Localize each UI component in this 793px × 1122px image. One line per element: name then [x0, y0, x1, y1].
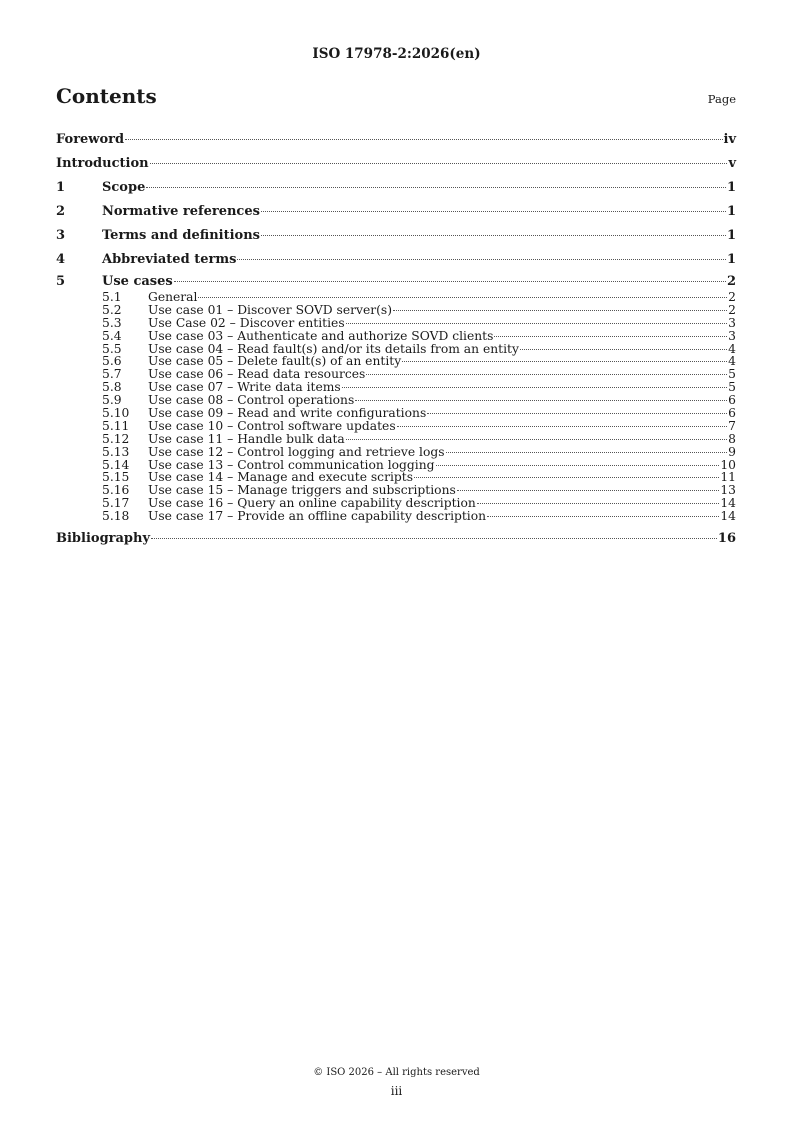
dot-leader	[436, 465, 720, 466]
toc-subentry-page: 7	[728, 418, 736, 433]
toc-subentry[interactable]	[56, 317, 736, 330]
contents-title: Contents	[56, 84, 157, 108]
toc-entry-foreword[interactable]	[56, 128, 736, 152]
toc-subentry[interactable]	[56, 446, 736, 459]
toc-subentry-page: 5	[728, 367, 736, 382]
toc-subentry[interactable]	[56, 330, 736, 343]
toc-subentry-page: 9	[728, 444, 736, 459]
toc-subentry-title: Use case 13 – Control communication logging	[148, 457, 435, 472]
toc-entry-page: 1	[726, 252, 736, 267]
toc-subentry-number: 5.13	[102, 444, 130, 459]
toc-subentry-number: 5.10	[102, 406, 130, 421]
toc-subentry[interactable]	[56, 510, 736, 523]
toc-subentry-title: Use case 12 – Control logging and retrieve logs	[148, 444, 445, 459]
dot-leader	[355, 400, 727, 401]
toc-entry-title: Terms and definitions	[102, 228, 260, 243]
toc-subentry-number: 5.9	[102, 393, 122, 408]
toc-subentry-number: 5.5	[102, 341, 122, 356]
toc-subentry-title: Use case 14 – Manage and execute scripts	[148, 470, 414, 485]
toc-entry-page: v	[728, 156, 736, 171]
dot-leader	[342, 387, 727, 388]
toc-subentry-title: Use case 09 – Read and write configurations	[148, 406, 427, 421]
dot-leader	[477, 503, 720, 504]
dot-leader	[494, 336, 727, 337]
toc-subentry-title: General	[148, 290, 198, 304]
dot-leader	[402, 361, 727, 362]
dot-leader	[174, 281, 726, 282]
toc-subentry-page: 2	[728, 302, 736, 317]
dot-leader	[261, 211, 726, 212]
toc-subentry-page: 5	[728, 380, 736, 395]
toc-subentry-page: 13	[720, 483, 736, 498]
toc-subentry-page: 3	[728, 328, 736, 343]
toc-subentry[interactable]	[56, 433, 736, 446]
page-column-label: Page	[707, 92, 736, 106]
table-of-contents	[56, 128, 736, 551]
copyright-notice: © ISO 2026 – All rights reserved	[313, 1067, 480, 1078]
dot-leader	[487, 516, 719, 517]
toc-subentry[interactable]	[56, 304, 736, 317]
toc-subentry-page: 3	[728, 315, 736, 330]
toc-subentry-title: Use case 01 – Discover SOVD server(s)	[148, 302, 393, 317]
toc-subentry-page: 4	[728, 354, 736, 369]
dot-leader	[414, 477, 719, 478]
toc-subentry[interactable]	[56, 420, 736, 433]
toc-entry-bibliography[interactable]	[56, 527, 736, 551]
toc-subentry-title: Use case 15 – Manage triggers and subscriptions	[148, 483, 456, 498]
toc-subentry-number: 5.7	[102, 367, 122, 382]
toc-subentry-page: 14	[720, 509, 736, 524]
toc-subentry-page: 2	[728, 290, 736, 304]
toc-entry-abbreviated-terms[interactable]	[56, 248, 736, 272]
toc-subentry-number: 5.4	[102, 328, 122, 343]
toc-subentry-page: 6	[728, 393, 736, 408]
toc-subentry-number: 5.12	[102, 431, 130, 446]
toc-entry-number: 4	[56, 252, 66, 267]
dot-leader	[237, 259, 726, 260]
toc-subentry-number: 5.17	[102, 496, 130, 511]
toc-entry-page: 1	[726, 180, 736, 195]
toc-entry-number: 2	[56, 204, 66, 219]
dot-leader	[446, 452, 728, 453]
toc-subentry-number: 5.15	[102, 470, 130, 485]
toc-entry-page: 2	[726, 274, 736, 289]
dot-leader	[427, 413, 727, 414]
toc-subentry[interactable]	[56, 407, 736, 420]
toc-subentry-title: Use case 17 – Provide an offline capability description	[148, 509, 487, 524]
dot-leader	[150, 163, 728, 164]
dot-leader	[146, 187, 726, 188]
use-cases-subsection-list	[56, 291, 736, 523]
toc-subentry-title: Use case 03 – Authenticate and authorize SOVD clients	[148, 328, 494, 343]
dot-leader	[261, 235, 726, 236]
toc-subentry-title: Use case 08 – Control operations	[148, 393, 355, 408]
toc-entry-page: 1	[726, 204, 736, 219]
toc-entry-page: 16	[717, 531, 736, 547]
toc-subentry-number: 5.14	[102, 457, 130, 472]
toc-subentry-page: 4	[728, 341, 736, 356]
toc-subentry-number: 5.18	[102, 509, 130, 524]
toc-subentry-title: Use case 16 – Query an online capability description	[148, 496, 476, 511]
toc-subentry-number: 5.6	[102, 354, 122, 369]
toc-entry-title: Normative references	[102, 204, 260, 219]
toc-subentry-page: 8	[728, 431, 736, 446]
toc-subentry-title: Use Case 02 – Discover entities	[148, 315, 345, 330]
toc-subentry-page: 14	[720, 496, 736, 511]
toc-entry-title: Bibliography	[56, 531, 151, 547]
toc-entry-normative-references[interactable]	[56, 200, 736, 224]
page-number: iii	[390, 1084, 403, 1098]
dot-leader	[346, 439, 727, 440]
toc-subentry-title: Use case 10 – Control software updates	[148, 418, 396, 433]
toc-entry-title: Introduction	[56, 156, 149, 171]
toc-subentry-page: 6	[728, 406, 736, 421]
toc-entry-number: 5	[56, 274, 66, 289]
toc-entry-number: 3	[56, 228, 66, 243]
toc-entry-terms-and-definitions[interactable]	[56, 224, 736, 248]
toc-entry-scope[interactable]	[56, 176, 736, 200]
document-id-header: ISO 17978-2:2026(en)	[312, 46, 481, 62]
toc-entry-title: Abbreviated terms	[102, 252, 237, 267]
toc-entry-use-cases[interactable]	[56, 272, 736, 291]
toc-subentry-number: 5.3	[102, 315, 122, 330]
toc-subentry-number: 5.1	[102, 290, 122, 304]
toc-subentry-page: 10	[720, 457, 736, 472]
dot-leader	[346, 323, 728, 324]
toc-subentry-title: Use case 07 – Write data items	[148, 380, 341, 395]
dot-leader	[198, 297, 727, 298]
toc-subentry-title: Use case 04 – Read fault(s) and/or its details from an entity	[148, 341, 519, 356]
toc-subentry-page: 11	[720, 470, 736, 485]
dot-leader	[457, 490, 720, 491]
toc-subentry-title: Use case 11 – Handle bulk data	[148, 431, 345, 446]
toc-entry-introduction[interactable]	[56, 152, 736, 176]
dot-leader	[520, 349, 727, 350]
dot-leader	[151, 538, 717, 539]
toc-entry-title: Foreword	[56, 132, 125, 147]
toc-subentry-number: 5.16	[102, 483, 130, 498]
toc-subentry[interactable]	[56, 291, 736, 304]
toc-subentry-number: 5.8	[102, 380, 122, 395]
toc-subentry-number: 5.11	[102, 418, 130, 433]
dot-leader	[366, 374, 727, 375]
dot-leader	[125, 139, 722, 140]
dot-leader	[393, 310, 727, 311]
toc-entry-number: 1	[56, 180, 66, 195]
dot-leader	[397, 426, 728, 427]
toc-entry-title: Use cases	[102, 274, 173, 289]
toc-entry-page: iv	[723, 132, 736, 147]
toc-subentry-title: Use case 05 – Delete fault(s) of an entity	[148, 354, 402, 369]
toc-entry-page: 1	[726, 228, 736, 243]
toc-entry-title: Scope	[102, 180, 146, 195]
toc-subentry-title: Use case 06 – Read data resources	[148, 367, 366, 382]
toc-subentry-number: 5.2	[102, 302, 122, 317]
